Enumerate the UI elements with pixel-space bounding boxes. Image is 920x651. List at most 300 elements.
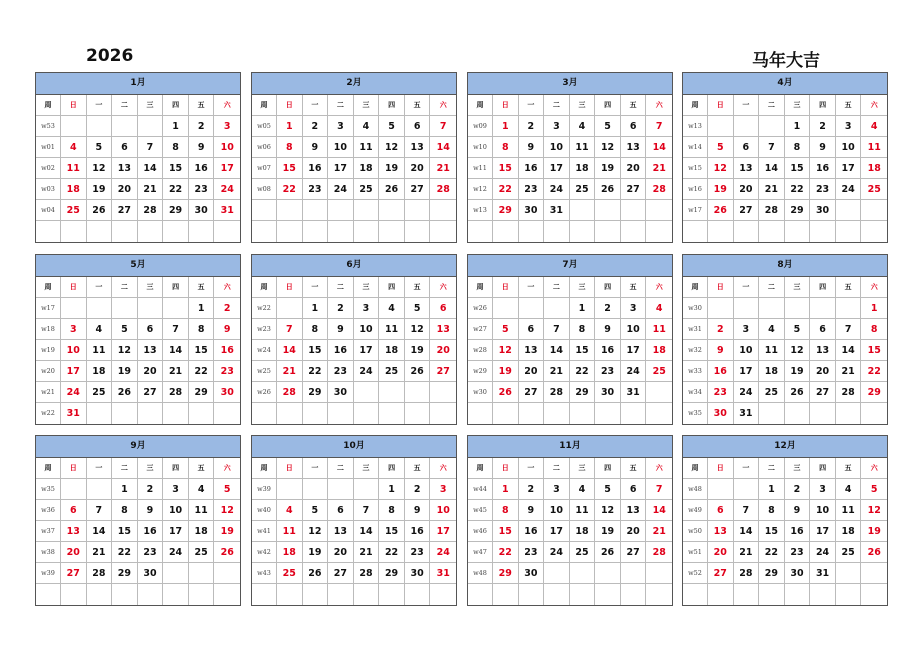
week-number: w14	[683, 137, 708, 158]
day-cell: 7	[430, 116, 456, 137]
empty-cell	[646, 403, 672, 424]
day-cell: 9	[189, 137, 215, 158]
day-cell: 22	[785, 179, 811, 200]
day-cell: 18	[61, 179, 87, 200]
empty-cell	[87, 298, 113, 319]
empty-cell	[595, 563, 621, 584]
empty-cell	[405, 382, 431, 403]
day-cell: 18	[570, 521, 596, 542]
day-cell: 25	[646, 361, 672, 382]
month-calendar	[467, 254, 673, 425]
day-cell: 22	[861, 361, 887, 382]
month-header: 11月	[468, 436, 672, 458]
day-cell: 3	[430, 479, 456, 500]
empty-cell	[189, 221, 215, 242]
weekday-header: 二	[759, 458, 785, 479]
empty-cell	[595, 221, 621, 242]
day-cell: 30	[189, 200, 215, 221]
day-cell: 2	[708, 319, 734, 340]
weekday-header: 五	[189, 458, 215, 479]
weekday-header: 周	[36, 277, 61, 298]
day-cell: 11	[570, 500, 596, 521]
week-number: w49	[683, 500, 708, 521]
day-cell: 28	[646, 542, 672, 563]
week-number: w22	[36, 403, 61, 424]
day-cell: 17	[836, 158, 862, 179]
empty-cell	[354, 403, 380, 424]
week-number: w52	[683, 563, 708, 584]
day-cell: 21	[354, 542, 380, 563]
day-cell: 16	[810, 158, 836, 179]
empty-cell	[379, 382, 405, 403]
day-cell: 16	[303, 158, 329, 179]
empty-cell	[354, 584, 380, 605]
empty-cell	[836, 298, 862, 319]
day-cell: 19	[861, 521, 887, 542]
empty-cell	[87, 479, 113, 500]
day-cell: 10	[734, 340, 760, 361]
empty-cell	[493, 403, 519, 424]
weekday-header: 五	[405, 95, 431, 116]
day-cell: 3	[163, 479, 189, 500]
day-cell: 16	[519, 158, 545, 179]
weekday-header: 五	[836, 458, 862, 479]
empty-cell	[163, 563, 189, 584]
empty-cell	[519, 403, 545, 424]
day-cell: 29	[163, 200, 189, 221]
empty-cell	[759, 221, 785, 242]
weekday-header: 周	[468, 95, 493, 116]
weekday-header: 一	[519, 277, 545, 298]
week-number: w20	[36, 361, 61, 382]
day-cell: 2	[328, 298, 354, 319]
weekday-header: 三	[354, 95, 380, 116]
empty-cell	[277, 200, 303, 221]
empty-cell	[646, 221, 672, 242]
month-header: 9月	[36, 436, 240, 458]
empty-cell	[61, 116, 87, 137]
weekday-header: 六	[646, 458, 672, 479]
day-cell: 14	[734, 521, 760, 542]
day-cell: 10	[61, 340, 87, 361]
day-cell: 28	[646, 179, 672, 200]
week-number: w48	[683, 479, 708, 500]
empty-cell	[87, 221, 113, 242]
day-cell: 24	[163, 542, 189, 563]
day-cell: 18	[354, 158, 380, 179]
day-cell: 23	[303, 179, 329, 200]
day-cell: 31	[430, 563, 456, 584]
weekday-header: 四	[163, 95, 189, 116]
empty-cell	[277, 403, 303, 424]
empty-cell	[570, 403, 596, 424]
empty-cell	[379, 221, 405, 242]
empty-cell	[61, 298, 87, 319]
day-cell: 30	[708, 403, 734, 424]
day-cell: 19	[595, 158, 621, 179]
day-cell: 30	[138, 563, 164, 584]
day-cell: 4	[87, 319, 113, 340]
day-cell: 1	[570, 298, 596, 319]
day-cell: 13	[519, 340, 545, 361]
weekday-header: 六	[861, 277, 887, 298]
day-cell: 20	[810, 361, 836, 382]
empty-cell	[836, 563, 862, 584]
day-cell: 31	[214, 200, 240, 221]
day-cell: 1	[759, 479, 785, 500]
week-number: w39	[252, 479, 277, 500]
day-cell: 20	[61, 542, 87, 563]
day-cell: 31	[810, 563, 836, 584]
empty-cell	[785, 298, 811, 319]
day-cell: 5	[595, 479, 621, 500]
day-cell: 27	[138, 382, 164, 403]
weekday-header: 二	[112, 95, 138, 116]
empty-cell	[519, 584, 545, 605]
day-cell: 12	[303, 521, 329, 542]
empty-cell	[214, 221, 240, 242]
week-number: w48	[468, 563, 493, 584]
day-cell: 2	[519, 116, 545, 137]
empty-cell	[785, 403, 811, 424]
week-number: w42	[252, 542, 277, 563]
day-cell: 16	[214, 340, 240, 361]
day-cell: 4	[379, 298, 405, 319]
empty-cell	[708, 298, 734, 319]
day-cell: 31	[61, 403, 87, 424]
day-cell: 19	[595, 521, 621, 542]
day-cell: 25	[354, 179, 380, 200]
day-cell: 15	[493, 521, 519, 542]
day-cell: 21	[734, 542, 760, 563]
month-calendar	[35, 72, 241, 243]
day-cell: 15	[112, 521, 138, 542]
week-number: w03	[36, 179, 61, 200]
day-cell: 20	[621, 521, 647, 542]
empty-cell	[163, 221, 189, 242]
empty-cell	[61, 221, 87, 242]
day-cell: 12	[595, 137, 621, 158]
day-cell: 1	[112, 479, 138, 500]
empty-cell	[836, 403, 862, 424]
day-cell: 29	[861, 382, 887, 403]
day-cell: 23	[519, 179, 545, 200]
week-number: w39	[36, 563, 61, 584]
day-cell: 29	[493, 563, 519, 584]
day-cell: 11	[354, 137, 380, 158]
weekday-header: 五	[189, 277, 215, 298]
day-cell: 20	[621, 158, 647, 179]
day-cell: 16	[138, 521, 164, 542]
empty-cell	[277, 298, 303, 319]
weekday-header: 周	[468, 458, 493, 479]
weekday-header: 三	[570, 277, 596, 298]
empty-cell	[214, 584, 240, 605]
day-cell: 8	[861, 319, 887, 340]
day-cell: 7	[759, 137, 785, 158]
weekday-header: 三	[785, 95, 811, 116]
day-cell: 26	[595, 542, 621, 563]
day-cell: 24	[328, 179, 354, 200]
day-cell: 5	[303, 500, 329, 521]
day-cell: 8	[785, 137, 811, 158]
empty-cell	[570, 584, 596, 605]
day-cell: 13	[61, 521, 87, 542]
empty-cell	[112, 116, 138, 137]
empty-cell	[810, 221, 836, 242]
weekday-header: 四	[379, 95, 405, 116]
week-number: w02	[36, 158, 61, 179]
empty-cell	[861, 584, 887, 605]
empty-cell	[112, 221, 138, 242]
day-cell: 13	[734, 158, 760, 179]
month-calendar	[35, 254, 241, 425]
day-cell: 18	[189, 521, 215, 542]
day-cell: 14	[430, 137, 456, 158]
day-cell: 13	[621, 137, 647, 158]
day-cell: 26	[861, 542, 887, 563]
day-cell: 13	[810, 340, 836, 361]
day-cell: 6	[621, 479, 647, 500]
week-number: w38	[36, 542, 61, 563]
day-cell: 22	[189, 361, 215, 382]
day-cell: 3	[836, 116, 862, 137]
day-cell: 16	[595, 340, 621, 361]
weekday-header: 一	[519, 95, 545, 116]
day-cell: 13	[430, 319, 456, 340]
day-cell: 22	[493, 179, 519, 200]
day-cell: 17	[544, 521, 570, 542]
day-cell: 20	[112, 179, 138, 200]
day-cell: 8	[112, 500, 138, 521]
month-calendar	[682, 435, 888, 606]
day-cell: 1	[861, 298, 887, 319]
day-cell: 1	[379, 479, 405, 500]
empty-cell	[621, 403, 647, 424]
empty-cell	[189, 403, 215, 424]
empty-cell	[544, 584, 570, 605]
empty-cell	[277, 479, 303, 500]
weekday-header: 二	[544, 95, 570, 116]
day-cell: 18	[861, 158, 887, 179]
day-cell: 17	[214, 158, 240, 179]
empty-cell	[405, 403, 431, 424]
week-number: w33	[683, 361, 708, 382]
day-cell: 5	[595, 116, 621, 137]
day-cell: 4	[277, 500, 303, 521]
month-calendar	[251, 72, 457, 243]
week-number: w35	[683, 403, 708, 424]
empty-cell	[708, 584, 734, 605]
day-cell: 4	[861, 116, 887, 137]
empty-cell	[493, 298, 519, 319]
week-number: w12	[468, 179, 493, 200]
day-cell: 24	[544, 179, 570, 200]
week-number: w46	[468, 521, 493, 542]
week-number: w10	[468, 137, 493, 158]
day-cell: 6	[61, 500, 87, 521]
week-number: w25	[252, 361, 277, 382]
empty-cell	[405, 584, 431, 605]
week-number	[468, 584, 493, 605]
week-number: w16	[683, 179, 708, 200]
day-cell: 22	[303, 361, 329, 382]
empty-cell	[759, 116, 785, 137]
day-cell: 28	[430, 179, 456, 200]
day-cell: 30	[785, 563, 811, 584]
day-cell: 1	[163, 116, 189, 137]
weekday-header: 五	[836, 277, 862, 298]
day-cell: 7	[277, 319, 303, 340]
day-cell: 19	[379, 158, 405, 179]
day-cell: 9	[138, 500, 164, 521]
empty-cell	[87, 403, 113, 424]
weekday-header: 五	[405, 458, 431, 479]
day-cell: 16	[708, 361, 734, 382]
day-cell: 1	[493, 479, 519, 500]
empty-cell	[354, 200, 380, 221]
day-cell: 8	[277, 137, 303, 158]
empty-cell	[430, 382, 456, 403]
day-cell: 14	[277, 340, 303, 361]
empty-cell	[646, 563, 672, 584]
day-cell: 18	[277, 542, 303, 563]
weekday-header: 三	[138, 277, 164, 298]
day-cell: 25	[379, 361, 405, 382]
day-cell: 3	[621, 298, 647, 319]
empty-cell	[595, 584, 621, 605]
day-cell: 28	[87, 563, 113, 584]
empty-cell	[87, 584, 113, 605]
day-cell: 13	[112, 158, 138, 179]
day-cell: 7	[163, 319, 189, 340]
empty-cell	[189, 584, 215, 605]
empty-cell	[405, 221, 431, 242]
day-cell: 2	[214, 298, 240, 319]
empty-cell	[621, 563, 647, 584]
day-cell: 2	[303, 116, 329, 137]
weekday-header: 日	[708, 95, 734, 116]
day-cell: 31	[734, 403, 760, 424]
day-cell: 22	[163, 179, 189, 200]
empty-cell	[544, 563, 570, 584]
empty-cell	[61, 479, 87, 500]
weekday-header: 一	[734, 277, 760, 298]
day-cell: 30	[810, 200, 836, 221]
month-header: 12月	[683, 436, 887, 458]
weekday-header: 四	[595, 458, 621, 479]
day-cell: 6	[734, 137, 760, 158]
weekday-header: 一	[303, 277, 329, 298]
day-cell: 24	[61, 382, 87, 403]
day-cell: 19	[708, 179, 734, 200]
weekday-header: 日	[493, 458, 519, 479]
day-cell: 14	[138, 158, 164, 179]
weekday-header: 日	[708, 277, 734, 298]
month-header: 4月	[683, 73, 887, 95]
day-cell: 1	[493, 116, 519, 137]
day-cell: 2	[138, 479, 164, 500]
day-cell: 9	[328, 319, 354, 340]
day-cell: 30	[214, 382, 240, 403]
day-cell: 13	[138, 340, 164, 361]
day-cell: 29	[303, 382, 329, 403]
day-cell: 2	[519, 479, 545, 500]
day-cell: 16	[405, 521, 431, 542]
day-cell: 9	[214, 319, 240, 340]
day-cell: 30	[328, 382, 354, 403]
week-number: w27	[468, 319, 493, 340]
day-cell: 29	[759, 563, 785, 584]
week-number: w26	[252, 382, 277, 403]
day-cell: 17	[354, 340, 380, 361]
day-cell: 15	[163, 158, 189, 179]
empty-cell	[163, 298, 189, 319]
weekday-header: 二	[544, 458, 570, 479]
empty-cell	[570, 563, 596, 584]
day-cell: 25	[570, 179, 596, 200]
weekday-header: 周	[468, 277, 493, 298]
day-cell: 22	[570, 361, 596, 382]
week-number: w13	[683, 116, 708, 137]
day-cell: 5	[708, 137, 734, 158]
day-cell: 14	[646, 500, 672, 521]
day-cell: 10	[328, 137, 354, 158]
week-number	[683, 221, 708, 242]
week-number	[252, 200, 277, 221]
day-cell: 16	[328, 340, 354, 361]
day-cell: 4	[354, 116, 380, 137]
day-cell: 1	[785, 116, 811, 137]
day-cell: 24	[810, 542, 836, 563]
empty-cell	[138, 584, 164, 605]
weekday-header: 四	[163, 458, 189, 479]
day-cell: 3	[328, 116, 354, 137]
day-cell: 23	[785, 542, 811, 563]
weekday-header: 三	[570, 95, 596, 116]
day-cell: 4	[61, 137, 87, 158]
day-cell: 30	[519, 200, 545, 221]
day-cell: 10	[836, 137, 862, 158]
day-cell: 8	[189, 319, 215, 340]
day-cell: 15	[570, 340, 596, 361]
day-cell: 12	[861, 500, 887, 521]
day-cell: 6	[405, 116, 431, 137]
week-number	[252, 221, 277, 242]
empty-cell	[405, 200, 431, 221]
day-cell: 3	[544, 116, 570, 137]
day-cell: 21	[277, 361, 303, 382]
empty-cell	[328, 479, 354, 500]
day-cell: 8	[493, 500, 519, 521]
year-title: 2026	[86, 46, 134, 66]
empty-cell	[570, 221, 596, 242]
day-cell: 13	[405, 137, 431, 158]
empty-cell	[836, 584, 862, 605]
day-cell: 8	[759, 500, 785, 521]
day-cell: 2	[595, 298, 621, 319]
weekday-header: 六	[214, 458, 240, 479]
day-cell: 27	[519, 382, 545, 403]
empty-cell	[621, 584, 647, 605]
day-cell: 28	[836, 382, 862, 403]
day-cell: 4	[570, 116, 596, 137]
month-header: 6月	[252, 255, 456, 277]
day-cell: 17	[163, 521, 189, 542]
empty-cell	[810, 298, 836, 319]
empty-cell	[112, 584, 138, 605]
weekday-header: 四	[163, 277, 189, 298]
